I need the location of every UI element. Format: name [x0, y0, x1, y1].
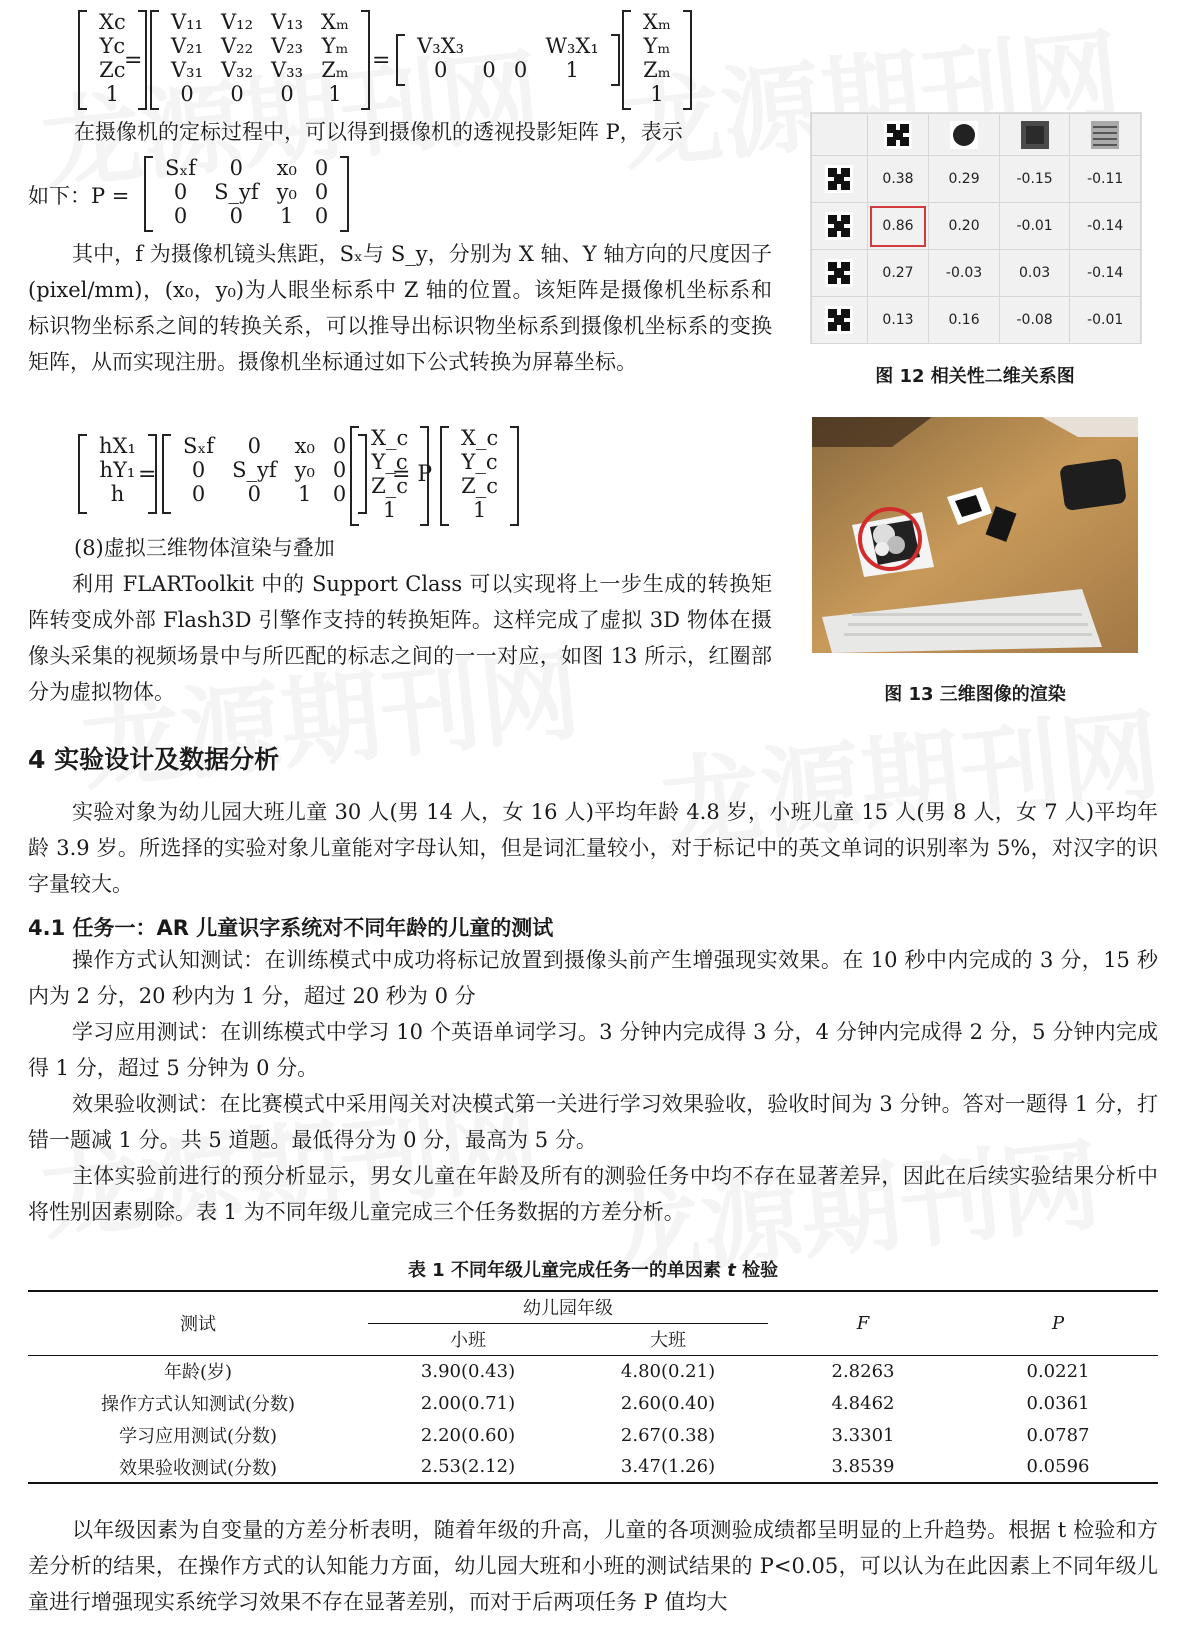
matrix-cell: y₀ — [276, 180, 297, 204]
matrix-cell: 1 — [280, 204, 294, 228]
table-cell-test: 效果验收测试(分数) — [118, 1457, 278, 1479]
matrix-cell: 1 — [382, 498, 397, 522]
marker-thumb-icon — [812, 250, 868, 297]
dark-thumb-icon — [999, 114, 1070, 156]
equals-sign: = — [124, 48, 143, 73]
matrix-cell: 1 — [328, 82, 342, 106]
column-header-test: 测试 — [28, 1291, 368, 1355]
table-cell-big: 2.60(0.40) — [620, 1392, 716, 1414]
table-caption — [28, 1256, 1158, 1282]
paragraph: 操作方式认知测试：在训练模式中成功将标记放置到摄像头前产生增强现实效果。在 10 秒中内完成的 3 分，15 秒内为 2 分，20 秒内为 1 分，超过 20 秒为 0 分 — [28, 948, 1158, 1008]
matrix-row — [812, 250, 1141, 297]
matrix-row — [634, 82, 680, 106]
correlation-value: -0.01 — [1070, 297, 1141, 344]
matrix-cell: 0 — [513, 58, 528, 82]
matrix-cell: X_c — [461, 426, 499, 450]
matrix-cell: Zc — [99, 58, 126, 82]
matrix-cell: Zₘ — [643, 58, 671, 82]
matrix-cell: 0 — [191, 458, 206, 482]
correlation-value: -0.15 — [999, 156, 1070, 203]
equals-sign: = — [372, 48, 391, 73]
table-cell-small: 2.20(0.60) — [420, 1424, 516, 1446]
matrix-cell: h — [110, 482, 125, 506]
table-cell-small: 2.53(2.12) — [420, 1456, 516, 1477]
table-cell-test: 年龄(岁) — [163, 1362, 233, 1384]
matrix-cell: 0 — [332, 482, 347, 506]
matrix-row — [162, 82, 358, 106]
correlation-value: -0.14 — [1070, 203, 1141, 250]
figure-ar-render-photo — [812, 417, 1138, 653]
matrix-row — [812, 297, 1141, 344]
matrix-cell: V₃₂ — [221, 58, 254, 82]
matrix-cell: Xc — [99, 10, 126, 34]
matrix-cell: 1 — [650, 82, 664, 106]
matrix-cell: V₂₁ — [171, 34, 204, 58]
table-cell-f: 2.8263 — [831, 1360, 895, 1382]
table-cell-f: 3.3301 — [831, 1424, 895, 1446]
marker-thumb-icon — [812, 156, 868, 203]
texture-thumb-icon — [1070, 114, 1141, 156]
matrix-cell: x₀ — [294, 434, 315, 458]
table-cell-f: 3.8539 — [831, 1456, 895, 1477]
matrix-cell: 0 — [173, 180, 188, 204]
matrix-cell: 1 — [105, 82, 120, 106]
column-header-small: 小班 — [368, 1323, 568, 1355]
matrix-cell: W₃X₁ — [545, 34, 599, 58]
data-table — [28, 1290, 1158, 1484]
matrix-row — [452, 498, 507, 522]
correlation-value: 0.13 — [867, 297, 928, 344]
paragraph: 效果验收测试：在比赛模式中采用闯关对决模式第一关进行学习效果验收，验收时间为 3 分钟。答对一题得 1 分，打错一题减 1 分。共 5 道题。最低得分为 0 分，最高为 5 分。 — [28, 1092, 1158, 1152]
correlation-value: -0.01 — [999, 203, 1070, 250]
matrix-row — [408, 58, 608, 82]
equals-sign: = — [138, 462, 157, 487]
matrix-cell: Xₘ — [643, 10, 671, 34]
table-cell-p: 0.0787 — [1026, 1424, 1090, 1446]
matrix-row — [812, 203, 1141, 250]
figure-correlation-table — [810, 112, 1142, 344]
header-cell-empty — [812, 114, 868, 156]
matrix-row — [162, 58, 358, 82]
column-header-grade: 幼儿园年级 — [368, 1291, 768, 1323]
matrix-cell: 0 — [247, 482, 262, 506]
matrix-cell: 0 — [230, 82, 244, 106]
matrix-cell: S_yf — [232, 458, 277, 482]
matrix-cell: 0 — [332, 434, 347, 458]
matrix-cell: 0 — [314, 180, 329, 204]
table-cell-big: 2.67(0.38) — [620, 1424, 716, 1446]
table-cell-test: 学习应用测试(分数) — [118, 1426, 278, 1447]
matrix-cell: V₁₃ — [271, 10, 304, 34]
matrix-cell: Yₘ — [321, 34, 349, 58]
marker-thumb-icon — [867, 114, 928, 156]
equals-p: = P — [392, 462, 433, 487]
matrix-row — [90, 458, 145, 482]
matrix-row — [408, 34, 608, 58]
paragraph: 利用 FLARToolkit 中的 Support Class 可以实现将上一步生成的转换矩阵转变成外部 Flash3D 引擎作支持的转换矩阵。这样完成了虚拟 3D 物体在摄像头采集的视频场景中与所匹配的标志之间的一一对应，如图 13 所示，红圈部分为虚拟物体。 — [28, 572, 772, 704]
paragraph: 实验对象为幼儿园大班儿童 30 人(男 14 人，女 16 人)平均年龄 4.8 岁，小班儿童 15 人(男 8 人，女 7 人)平均年龄 3.9 岁。所选择的实验对象儿童能对字母认知，但是词汇量较小，对于标记中的英文单词的识别率为 5%，对汉字的识字量较大。 — [28, 800, 1158, 896]
matrix-row — [162, 34, 358, 58]
table-row — [28, 1355, 1158, 1387]
matrix-cell: 0 — [247, 434, 262, 458]
equation-matrix-projection — [144, 156, 349, 232]
matrix-cell — [505, 34, 537, 58]
matrix-row — [156, 180, 337, 204]
table-row — [28, 1419, 1158, 1451]
table-caption-suffix: 检验 — [735, 1260, 779, 1281]
matrix-cell: Yₘ — [643, 34, 671, 58]
matrix-row — [812, 156, 1141, 203]
matrix-cell: V₃₃ — [271, 58, 304, 82]
equation-matrix-block — [396, 34, 620, 86]
matrix-cell: V₁₂ — [221, 10, 254, 34]
matrix-cell: Sₓf — [165, 156, 197, 180]
matrix-row — [362, 498, 417, 522]
correlation-value: -0.08 — [999, 297, 1070, 344]
matrix-cell: Z_c — [371, 474, 409, 498]
matrix-cell: 0 — [280, 82, 294, 106]
matrix-cell: V₃X₃ — [417, 34, 465, 58]
matrix-row — [452, 450, 507, 474]
matrix-row — [90, 10, 135, 34]
matrix-row — [452, 426, 507, 450]
matrix-cell: V₃₁ — [171, 58, 204, 82]
matrix-row — [634, 34, 680, 58]
matrix-cell: Y_c — [461, 450, 498, 474]
table-cell-small: 2.00(0.71) — [420, 1392, 516, 1414]
correlation-value: 0.38 — [867, 156, 928, 203]
matrix-row — [174, 434, 355, 458]
matrix-cell — [473, 34, 505, 58]
correlation-value: 0.16 — [929, 297, 1000, 344]
correlation-value: 0.20 — [929, 203, 1000, 250]
matrix-row — [90, 434, 145, 458]
matrix-cell: V₂₃ — [271, 34, 304, 58]
matrix-cell: 0 — [433, 58, 448, 82]
table-row — [28, 1451, 1158, 1483]
column-header-p: P — [958, 1291, 1158, 1355]
subsection-heading: 4.1 任务一：AR 儿童识字系统对不同年龄的儿童的测试 — [28, 916, 554, 940]
matrix-cell: S_yf — [214, 180, 259, 204]
matrix-cell: 0 — [229, 156, 244, 180]
column-header-f: F — [768, 1291, 958, 1355]
column-header-big: 大班 — [568, 1323, 768, 1355]
correlation-value: 0.27 — [867, 250, 928, 297]
matrix-cell: 0 — [482, 58, 496, 82]
matrix-row — [634, 58, 680, 82]
matrix-cell: V₁₁ — [171, 10, 204, 34]
marker-thumb-icon — [812, 297, 868, 344]
marker-thumb-icon — [812, 203, 868, 250]
matrix-row — [156, 204, 337, 228]
equation-vector-camera — [440, 426, 519, 526]
matrix-cell: 0 — [314, 156, 329, 180]
table-cell-test: 操作方式认知测试(分数) — [100, 1394, 296, 1415]
table-cell-p: 0.0221 — [1026, 1360, 1090, 1382]
section-heading: 4 实验设计及数据分析 — [28, 745, 280, 774]
correlation-value: -0.11 — [1070, 156, 1141, 203]
matrix-row — [174, 458, 355, 482]
matrix-cell: 0 — [173, 204, 188, 228]
text-line: 在摄像机的定标过程中，可以得到摄像机的透视投影矩阵 P，表示 — [74, 120, 683, 144]
matrix-row — [90, 82, 135, 106]
table-cell-p: 0.0596 — [1026, 1456, 1090, 1477]
matrix-cell: 0 — [229, 204, 244, 228]
matrix-row — [452, 474, 507, 498]
table-cell-small: 3.90(0.43) — [420, 1360, 516, 1382]
matrix-cell: Z_c — [461, 474, 499, 498]
table-caption-prefix: 表 1 不同年级儿童完成任务一的单因素 — [407, 1260, 728, 1281]
matrix-row — [362, 426, 417, 450]
matrix-cell: Yc — [99, 34, 126, 58]
matrix-cell: y₀ — [294, 458, 315, 482]
paragraph: 其中，f 为摄像机镜头焦距，Sₓ与 S_y，分别为 X 轴、Y 轴方向的尺度因子(pixel/mm)，(x₀，y₀)为人眼坐标系中 Z 轴的位置。该矩阵是摄像机坐标系和标识物坐标系之间的转换关系，可以推导出标识物坐标系到摄像机坐标系的变换矩阵，从而实现注册。摄像机坐标通过如下公式转换为屏幕坐标。 — [28, 242, 772, 374]
matrix-row — [156, 156, 337, 180]
matrix-cell: 0 — [191, 482, 206, 506]
matrix-row — [174, 482, 355, 506]
equation-matrix-projection — [162, 434, 367, 514]
table-caption-t: t — [727, 1260, 736, 1281]
matrix-cell: Y_c — [371, 450, 408, 474]
matrix-cell: 0 — [180, 82, 194, 106]
matrix-cell: 0 — [332, 458, 347, 482]
matrix-cell: X_c — [371, 426, 409, 450]
matrix-cell: 0 — [314, 204, 329, 228]
matrix-cell: 1 — [472, 498, 487, 522]
matrix-cell: V₂₂ — [221, 34, 254, 58]
equation-matrix-rotation — [150, 10, 370, 110]
correlation-value: 0.29 — [929, 156, 1000, 203]
correlation-value: 0.86 — [867, 203, 928, 250]
table-cell-big: 3.47(1.26) — [620, 1456, 716, 1477]
paragraph: 以年级因素为自变量的方差分析表明，随着年级的升高，儿童的各项测验成绩都呈明显的上升趋势。根据 t 检验和方差分析的结果，在操作方式的认知能力方面，幼儿园大班和小班的测试结果的 P<0.05，可以认为在此因素上不同年级儿童进行增强现实系统学习效果不存在显著差别，而对于后两项任务 P 值均大 — [28, 1518, 1158, 1614]
table-cell-f: 4.8462 — [831, 1392, 895, 1414]
table-row — [28, 1387, 1158, 1419]
table-cell-p: 0.0361 — [1026, 1392, 1090, 1414]
matrix-row — [162, 10, 358, 34]
equation-label: 如下：P = — [28, 184, 130, 208]
paragraph: 学习应用测试：在训练模式中学习 10 个英语单词学习。3 分钟内完成得 3 分，4 分钟内完成得 2 分，5 分钟内完成得 1 分，超过 5 分钟为 0 分。 — [28, 1020, 1158, 1080]
matrix-cell: hX₁ — [99, 434, 136, 458]
paragraph: 主体实验前进行的预分析显示，男女儿童在年龄及所有的测验任务中均不存在显著差异，因此在后续实验结果分析中将性别因素剔除。表 1 为不同年级儿童完成三个任务数据的方差分析。 — [28, 1164, 1158, 1224]
correlation-value: -0.03 — [929, 250, 1000, 297]
matrix-cell: 1 — [565, 58, 579, 82]
matrix-row — [90, 482, 145, 506]
matrix-row — [634, 10, 680, 34]
matrix-cell: Sₓf — [183, 434, 215, 458]
matrix-cell: Zₘ — [321, 58, 349, 82]
figure-caption: 图 12 相关性二维关系图 — [875, 366, 1075, 387]
equation-vector-marker — [622, 10, 692, 110]
matrix-cell: Xₘ — [321, 10, 349, 34]
matrix-cell: 1 — [298, 482, 312, 506]
table-cell-big: 4.80(0.21) — [620, 1360, 716, 1382]
figure-caption: 图 13 三维图像的渲染 — [884, 684, 1066, 705]
blob-thumb-icon — [929, 114, 1000, 156]
matrix-cell: hY₁ — [99, 458, 136, 482]
correlation-value: -0.14 — [1070, 250, 1141, 297]
matrix-cell: x₀ — [276, 156, 297, 180]
correlation-value: 0.03 — [999, 250, 1070, 297]
step-title: (8)虚拟三维物体渲染与叠加 — [74, 536, 335, 560]
